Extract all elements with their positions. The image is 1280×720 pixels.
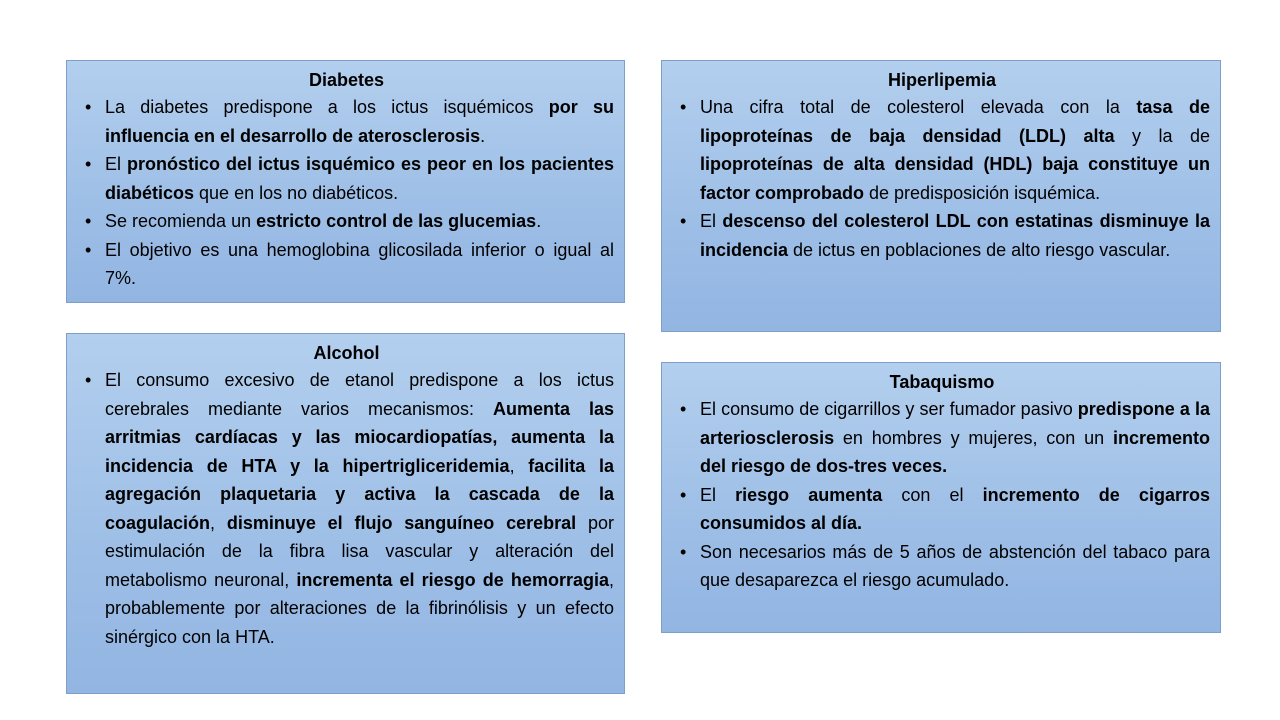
bullet-item bbox=[79, 366, 614, 651]
bold-text: lipoproteínas de alta densidad (HDL) baja constituye un factor comprobado bbox=[700, 154, 1210, 203]
text-segment: , bbox=[509, 455, 529, 476]
text-segment: Son necesarios más de 5 años de abstención del tabaco para que desaparezca el riesgo acumulado. bbox=[700, 541, 1210, 590]
bold-text: estricto control de las glucemias bbox=[256, 211, 537, 231]
alcohol-title: Alcohol bbox=[313, 343, 380, 363]
text-segment: El bbox=[105, 154, 127, 174]
text-segment: por estimulación de la fibra lisa vascular y alteración del metabolismo neuronal, bbox=[105, 512, 614, 590]
text-segment: Una cifra total de colesterol elevada con la bbox=[700, 97, 1137, 117]
bold-text: por su influencia en el desarrollo de aterosclerosis bbox=[105, 97, 614, 146]
text-segment: . bbox=[536, 211, 542, 231]
bold-text: incremento del riesgo de dos-tres veces. bbox=[700, 427, 1210, 476]
text-segment: , bbox=[210, 512, 227, 533]
text-segment: La diabetes predispone a los ictus isquémicos bbox=[105, 97, 549, 117]
bold-text: Aumenta las arritmias cardíacas y las miocardiopatías, aumenta la incidencia de HTA y la hipertrigliceridemia bbox=[105, 398, 614, 476]
diabetes-panel bbox=[66, 60, 625, 303]
bold-text: tasa de lipoproteínas de baja densidad (LDL) alta bbox=[700, 97, 1210, 146]
bold-text: riesgo aumenta bbox=[735, 484, 883, 505]
diabetes-list bbox=[79, 93, 614, 293]
bold-text: facilita la agregación plaquetaria y activa la cascada de la coagulación bbox=[105, 455, 614, 533]
bullet-item bbox=[674, 93, 1210, 207]
bold-text: incremento de cigarros consumidos al día. bbox=[700, 484, 1210, 533]
alcohol-list bbox=[79, 366, 614, 651]
text-segment: de predisposición isquémica. bbox=[864, 182, 1101, 203]
text-segment: , probablemente por alteraciones de la fibrinólisis y un efecto sinérgico con la HTA. bbox=[105, 569, 614, 647]
bullet-item bbox=[674, 395, 1210, 481]
bold-text: disminuye el flujo sanguíneo cerebral bbox=[226, 512, 577, 533]
tabaquismo-panel bbox=[661, 362, 1221, 633]
bullet-item bbox=[79, 236, 614, 293]
hiperlipemia-panel bbox=[661, 60, 1221, 332]
text-segment: con el bbox=[882, 484, 983, 505]
text-segment: que en los no diabéticos. bbox=[194, 182, 399, 203]
text-segment: y la de bbox=[1114, 125, 1210, 146]
bold-text: predispone a la arteriosclerosis bbox=[700, 399, 1210, 448]
text-segment: Se recomienda un bbox=[105, 211, 257, 231]
text-segment: . bbox=[480, 125, 486, 146]
text-segment: El bbox=[700, 484, 736, 505]
bold-text: incrementa el riesgo de hemorragia bbox=[296, 569, 609, 590]
bullet-item bbox=[674, 481, 1210, 538]
bold-text: pronóstico del ictus isquémico es peor en los pacientes diabéticos bbox=[105, 154, 614, 203]
text-segment: El bbox=[700, 211, 723, 231]
text-segment: El objetivo es una hemoglobina glicosilada inferior o igual al 7%. bbox=[105, 239, 614, 288]
bullet-item bbox=[674, 538, 1210, 595]
text-segment: de ictus en poblaciones de alto riesgo vascular. bbox=[788, 239, 1171, 260]
bullet-item bbox=[674, 207, 1210, 264]
bullet-item bbox=[79, 150, 614, 207]
tabaquismo-list bbox=[674, 395, 1210, 595]
bullet-item bbox=[79, 93, 614, 150]
text-segment: El consumo excesivo de etanol predispone a los ictus cerebrales mediante varios mecanismos: bbox=[105, 370, 614, 419]
bold-text: descenso del colesterol LDL con estatinas disminuye la incidencia bbox=[700, 211, 1210, 260]
text-segment: en hombres y mujeres, con un bbox=[834, 427, 1113, 448]
hiperlipemia-list bbox=[674, 93, 1210, 264]
hiperlipemia-title: Hiperlipemia bbox=[887, 70, 997, 90]
bullet-item bbox=[79, 207, 614, 236]
tabaquismo-title: Tabaquismo bbox=[889, 372, 995, 392]
diabetes-title: Diabetes bbox=[308, 70, 385, 90]
alcohol-panel bbox=[66, 333, 625, 694]
text-segment: El consumo de cigarrillos y ser fumador pasivo bbox=[700, 399, 1078, 419]
